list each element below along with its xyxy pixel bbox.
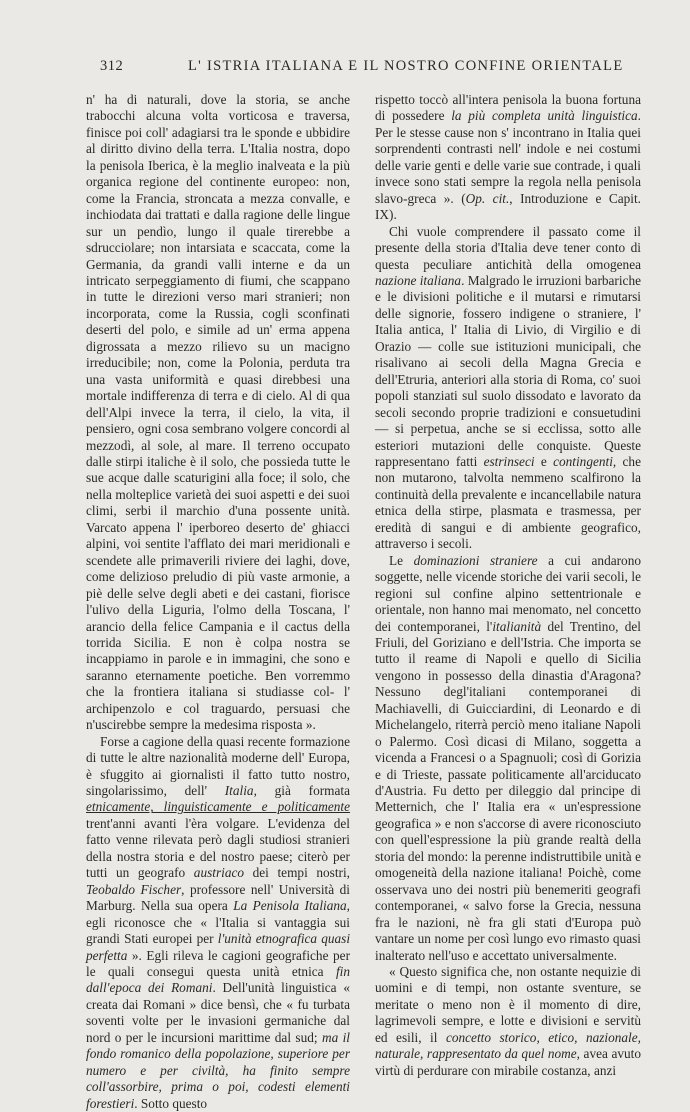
text-run: , avea avuto virtù di perdurare con mirabile costanza, anzi	[375, 1046, 641, 1078]
text-run: trent'anni avanti l'èra volgare. L'evidenza del fatto venne rilevata però dagli studiosi stranieri della nostra storia e del nostro paese; citerò per tutti un geografo	[86, 815, 350, 881]
italic-text: dominazioni straniere	[413, 552, 538, 568]
italic-text: Italia	[224, 783, 254, 799]
italic-text: Op. cit.	[465, 190, 510, 206]
text-run: , professore nell' Università di Marburg. Nella sua opera	[86, 881, 350, 914]
text-run: . Sotto questo	[134, 1095, 208, 1111]
italic-text: nazione italiana	[375, 272, 462, 288]
running-head	[100, 58, 624, 80]
text-run: Chi vuole comprendere il passato come il presente della storia d'Italia deve tener conto di questa peculiare antichità della omogenea	[375, 223, 641, 272]
left-column	[86, 92, 350, 1112]
italic-text: contingenti	[553, 453, 613, 469]
text-run: « Questo significa che, non ostante nequizie di uomini e di tempi, non ostante sventure, se meritate o meno non è il momento di dire, lagrimevoli sempre, e lotte e divisioni e servitù ed esili, il	[375, 964, 641, 1045]
text-run: ». Egli rileva le cagioni geografiche per le quali consegui questa unità etnica	[86, 947, 350, 980]
italic-text: la più completa unità linguistica	[451, 108, 638, 124]
italic-text: concetto storico, etico, nazionale, naturale, rappresentato da quel nome	[375, 1029, 641, 1062]
italic-text: La Penisola Italiana	[233, 898, 347, 914]
text-run: . Per le stesse cause non s' incontrano in Italia quei sorprendenti contrasti nell' indole e nei costumi delle varie genti e delle varie sue contrade, i quali invece sono stati sempre la regola nella penisola slavo-greca ». (	[375, 108, 641, 206]
text-run: , che non mutarono, talvolta nemmeno scalfirono la continuità della prevalente e incancellabile natura etnica della stirpe, plasmata e trasmessa, per eredità di sangui e di ambiente geografico, attraverso i secoli.	[375, 453, 641, 552]
italic-text: fin dall'epoca dei Romani	[86, 964, 350, 996]
italic-text: etnicamente, linguisticamente e politicamente	[86, 799, 350, 815]
italic-text: l'unità etnografica quasi perfetta	[86, 931, 351, 963]
italic-text: austriaco	[193, 865, 245, 881]
text-run: , egli riconosce che « l'Italia si vantaggia sui grandi Stati europei per	[86, 898, 350, 947]
text-run: n' ha di naturali, dove la storia, se anche trabocchi alcuna volta vorticosa e traversa, finisce poi coll' adagiarsi tra le sponde e ubbidire al diritto divino della terra. L'Italia nostra, dopo la penisola Iberica, è la meglio inalveata e la più organica regione del continente europeo: non, come la Francia, stroncata a mezza convalle, e inchiodata dai trattati e dalla ragione delle lingue sur un pendìo, lungo il quale tirerebbe a sdrucciolare; non intarsiata e scaccata, come la Germania, da grandi valli interne e da un intricato serpeggiamento di fiumi, che scappano in tutte le direzioni verso mari stranieri; non incorporata, come la Russia, cogli sconfinati deserti del polo, e simile ad un' erma appena digrossata a mezzo rilievo su un macigno irreducibile; non, come la Polonia, perduta tra una vasta uniformità e quasi direbbesi una mortale indifferenza di terra e di cielo. Al di qua dell'Alpi invece la terra, il cielo, la vita, il pensiero, ogni cosa sembrano volgere concordi al mezzodì, al sole, al mare. Il terreno occupato dalle stirpi italiche è il solo, che possieda tutte le sue acque dalle scaturigini alla foce; il solo, che nella molteplice varietà dei suoi aspetti e dei suoi climi, serbi il marchio d'una possente unità. Varcato appena l' iperboreo deserto de' ghiacci alpini, voi sentite l'afflato dei mari meridionali e scendete alle primaverili riviere dei laghi, dove, come delizioso preludio di più vaste armonie, a piè delle selve degli abeti e dei castani, fiorisce l'ulivo della Liguria, l'olmo della Toscana, l' arancio della felice Campania e il cactus della torrida Sicilia. E non è colpa nostra se incappiamo in parole e in immagini, che sono e saranno eternamente poetiche. Ben vorremmo che la frontiera italiana si studiasse col- l' archipenzolo e col traguardo, persuasi che n'uscirebbe sempre la medesima risposta ».	[86, 92, 350, 733]
text-run: , Introduzione e Capit. IX).	[375, 190, 642, 223]
text-run: a cui andarono soggette, nelle vicende storiche dei varii secoli, le regioni sul confine alpino settentrionale e orientale, non hanno mai menomato, nel concetto dei contemporanei, l'	[375, 552, 641, 634]
text-run: del Trentino, del Friuli, del Goriziano e dell'Istria. Che importa se tutto il reame di Napoli e quello di Sicilia vengono in possesso della dinastia d'Aragona? Nessuno degl'italiani contemporanei di Machiavelli, di Guicciardini, di Leonardo e di Michelangelo, riterrà perciò meno italiane Napoli o Palermo. Così dicasi di Milano, soggetta a vicenda a Francesi o a Spagnuoli; così di Gorizia e di Trieste, passate politicamente all'arciducato d'Austria. Fu detto per dileggio dal principe di Metternich, che l' Italia era « un'espressione geografica » e non s'accorse di avere riconosciuto con quell'espressione la più grande realtà della storia del mondo: la perenne indistruttibile unità e omogeneità della nazione italiana! Poichè, come osservava uno dei nostri più benemeriti geografi contemporanei, « salvo forse la Grecia, nessuna fra le nazioni, nè fra gli stati d'Europa può vantare un nome per così lungo evo rimasto quasi inalterato nell'uso e accettato universalmente.	[375, 618, 641, 963]
italic-text: italianità	[492, 618, 542, 634]
text-run: , già formata	[253, 783, 350, 799]
text-run: Le	[389, 552, 414, 568]
paragraph	[375, 964, 641, 1079]
italic-text: estrinseci	[483, 453, 535, 469]
italic-text: Teobaldo Fischer	[86, 881, 182, 897]
paragraph	[375, 224, 641, 553]
italic-text: ma il fondo romanico della popolazione, superiore per numero e per civiltà, ha finito sempre coll'assorbire, prima o poi, codesti elementi forestieri	[86, 1029, 350, 1111]
page-number: 312	[100, 58, 124, 74]
text-run: rispetto toccò all'intera penisola la buona fortuna di possedere	[375, 92, 641, 124]
text-run: e	[534, 453, 554, 469]
paragraph	[86, 734, 350, 1112]
paragraph	[375, 92, 641, 224]
paragraph	[375, 553, 641, 964]
right-column	[375, 92, 641, 1079]
text-run: dei tempi nostri,	[244, 865, 350, 881]
text-run: . Malgrado le irruzioni barbariche e le divisioni politiche e il mutarsi e rimutarsi delle signorie, fossero indigene o straniere, l' Italia antica, l' Italia di Livio, di Virgilio e di Orazio — colle sue istituzioni municipali, che risalivano ai secoli della Magna Grecia e dell'Etruria, anteriori alla storia di Roma, co' suoi popoli stanziati sul suolo dissodato e lavorato da secoli secondo proprie tradizioni e consuetudini — si perpetua, anche se si ecclissa, sotto alle esteriori mutazioni delle conquiste. Queste rappresentano fatti	[375, 272, 641, 469]
paragraph	[86, 92, 350, 734]
running-title: L' ISTRIA ITALIANA E IL NOSTRO CONFINE ORIENTALE	[188, 58, 624, 74]
text-run: . Dell'unità linguistica « creata dai Romani » dice bensì, che « fu turbata soventi volte per le invasioni germaniche dal nord o per le incursioni marittime dal sud;	[86, 980, 350, 1045]
text-run: Forse a cagione della quasi recente formazione di tutte le altre nazionalità moderne dell' Europa, è sfuggito ai giornalisti il fatto tutto nostro, singolarissimo, dell'	[86, 733, 350, 799]
